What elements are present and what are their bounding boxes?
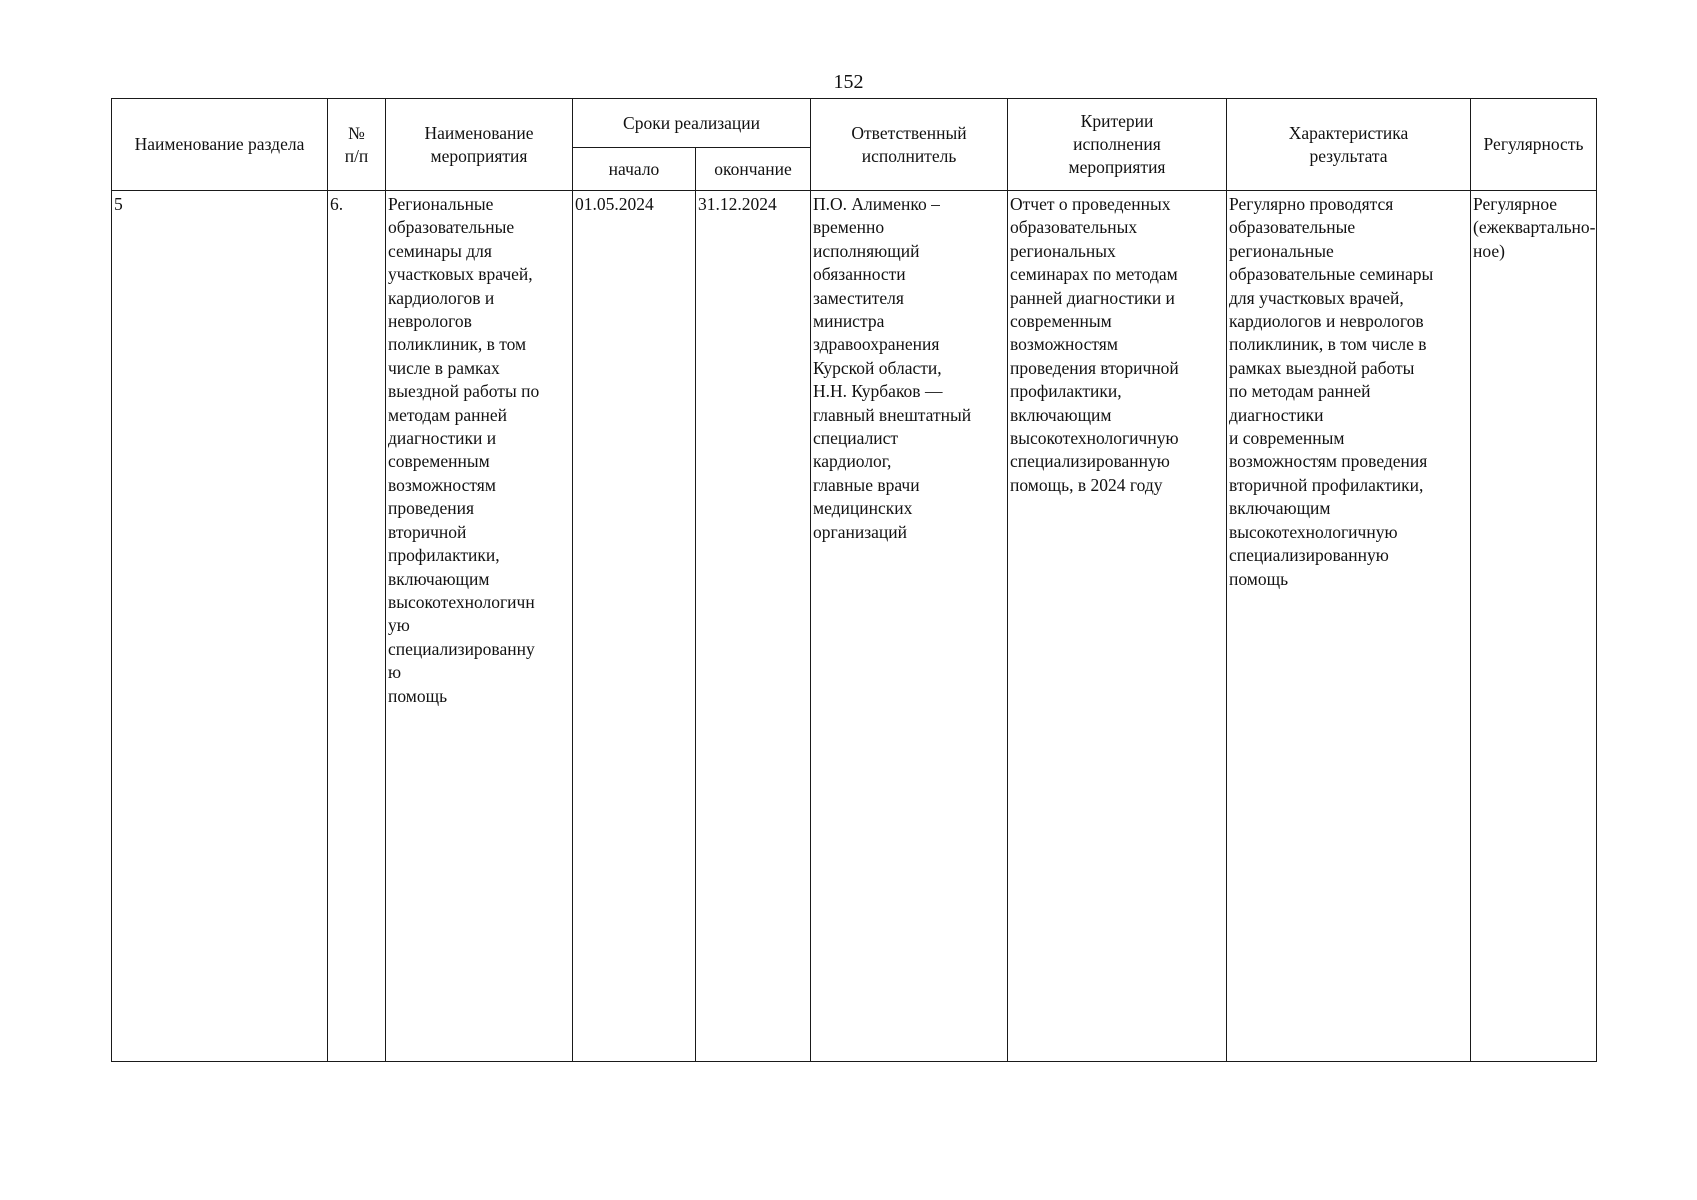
header-criteria: Критерии исполнения мероприятия [1008,99,1227,191]
cell-date-start: 01.05.2024 [573,191,696,1062]
cell-result: Регулярно проводятся образовательные региональные образовательные семинары для участковых врачей, кардиологов и неврологов поликлиник, в том числе в рамках выездной работы по методам ранней диагностики и современным возможностям проведения вторичной профилактики, включающим высокотехнологичную специализированную помощь [1227,191,1471,1062]
table-header-row [112,99,1597,148]
cell-number: 6. [328,191,386,1062]
activity-plan-table [111,98,1597,1062]
header-number: № п/п [328,99,386,191]
header-date-end: окончание [696,148,811,191]
header-date-start: начало [573,148,696,191]
page-number [0,70,1697,94]
cell-event: Региональные образовательные семинары для участковых врачей, кардиологов и неврологов поликлиник, в том числе в рамках выездной работы по методам ранней диагностики и современным возможностям проведения вторичной профилактики, включающим высокотехнологичн ую специализированну ю помощь [386,191,573,1062]
cell-date-end: 31.12.2024 [696,191,811,1062]
header-dates: Сроки реализации [573,99,811,148]
header-regularity: Регулярность [1471,99,1597,191]
page-number-text: 152 [833,71,864,93]
cell-criteria: Отчет о проведенных образовательных региональных семинарах по методам ранней диагностики и современным возможностям проведения вторичной профилактики, включающим высокотехнологичную специализированную помощь, в 2024 году [1008,191,1227,1062]
cell-responsible: П.О. Алименко – временно исполняющий обязанности заместителя министра здравоохранения Курской области, Н.Н. Курбаков — главный внештатный специалист кардиолог, главные врачи медицинских организаций [811,191,1008,1062]
header-responsible: Ответственный исполнитель [811,99,1008,191]
header-section-name: Наименование раздела [112,99,328,191]
header-event-name: Наименование мероприятия [386,99,573,191]
header-result: Характеристика результата [1227,99,1471,191]
table-row [112,191,1597,1062]
cell-regularity: Регулярное (ежеквартально- ное) [1471,191,1597,1062]
cell-section: 5 [112,191,328,1062]
